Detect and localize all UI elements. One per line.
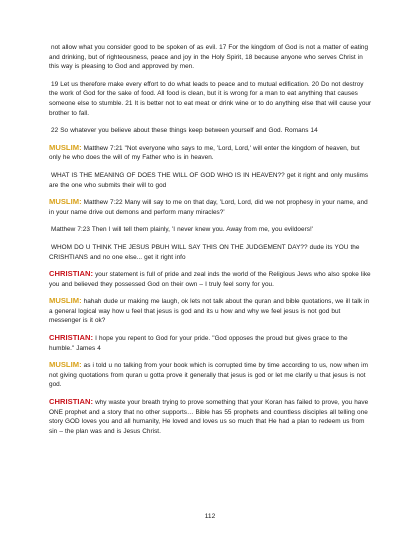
paragraph [49,269,373,289]
paragraph-text: as i told u no talking from your book which is corrupted time by time according to us, now when im not giving quotations from quran u gotta prove it generally that jesus is god or let me clarify u that jesus is not god. [49,362,368,389]
paragraph-text: why waste your breath trying to prove something that your Koran has failed to prove, you have ONE prophet and a story that no other supports… Bible has 55 prophets and countless disciples all telling one story GOD loves you and all humanity, He loved and loves us so much that He had a plan to redeem us from sin – the plan was and is Jesus Christ. [49,399,369,435]
paragraph [49,224,373,235]
paragraph-text: Matthew 7:21 "Not everyone who says to me, 'Lord, Lord,' will enter the kingdom of heaven, but only he who does the will of my Father who is in heaven. [49,144,360,162]
speaker-label-muslim: MUSLIM: [49,360,82,370]
paragraph [49,242,373,262]
paragraph [49,170,373,190]
paragraph-text: WHOM DO U THINK THE JESUS PBUH WILL SAY THIS ON THE JUDGEMENT DAY?? dude its YOU the CRISHTIANS and no one else... get it right info [49,243,360,261]
paragraph [49,42,373,72]
paragraph [49,197,373,217]
paragraph-text: 19 Let us therefore make every effort to do what leads to peace and to mutual edification. 20 Do not destroy the work of God for the sake of food. All food is clean, but it is wrong for a man to eat anything that causes someone else to stumble. 21 It is better not to eat meat or drink wine or to do anything else that will cause your brother to fall. [49,80,372,117]
page-number: 112 [204,513,216,520]
paragraph [49,397,373,436]
paragraph-text: Matthew 7:23 Then I will tell them plainly, 'I never knew you. Away from me, you evildoers!' [51,226,313,234]
speaker-label-muslim: MUSLIM: [49,142,82,152]
paragraph-text: 22 So whatever you believe about these things keep between yourself and God. Romans 14 [51,127,318,135]
paragraph-text: WHAT IS THE MEANING OF DOES THE WILL OF GOD WHO IS IN HEAVEN?? get it right and only muslims are the one who submits their will to god [49,171,369,189]
paragraph-text: not allow what you consider good to be spoken of as evil. 17 For the kingdom of God is not a matter of eating and drinking, but of righteousness, peace and joy in the Holy Spirit, 18 because anyone who serves Christ in this way is pleasing to God and approved by men. [49,44,369,71]
paragraph-text: hahah dude ur making me laugh, ok lets not talk about the quran and bible quotations, we ill talk in a general logical way how u feel that jesus is god and its u how and why we feel jesus is not god but messenger is it ok? [49,298,370,325]
paragraph-text: I hope you repent to God for your pride. "God opposes the proud but gives grace to the humble." James 4 [49,335,348,352]
paragraph [49,333,373,353]
paragraph [49,143,373,163]
speaker-label-muslim: MUSLIM: [49,197,82,207]
paragraph [49,360,373,390]
paragraph-text: Matthew 7:22 Many will say to me on that day, 'Lord, Lord, did we not prophesy in your name, and in your name drive out demons and perform many miracles?' [49,199,368,216]
paragraph [49,296,373,326]
speaker-label-muslim: MUSLIM: [49,296,82,306]
speaker-label-christian: CHRISTIAN: [49,269,94,279]
speaker-label-christian: CHRISTIAN: [49,333,94,343]
paragraph-text: your statement is full of pride and zeal inds the world of the Religious Jews who also spoke like you and believed they possessed God on their own – I truly feel sorry for you. [49,271,371,288]
paragraph [49,79,373,118]
paragraph [49,125,373,136]
speaker-label-christian: CHRISTIAN: [49,397,94,407]
document-body [49,42,373,443]
